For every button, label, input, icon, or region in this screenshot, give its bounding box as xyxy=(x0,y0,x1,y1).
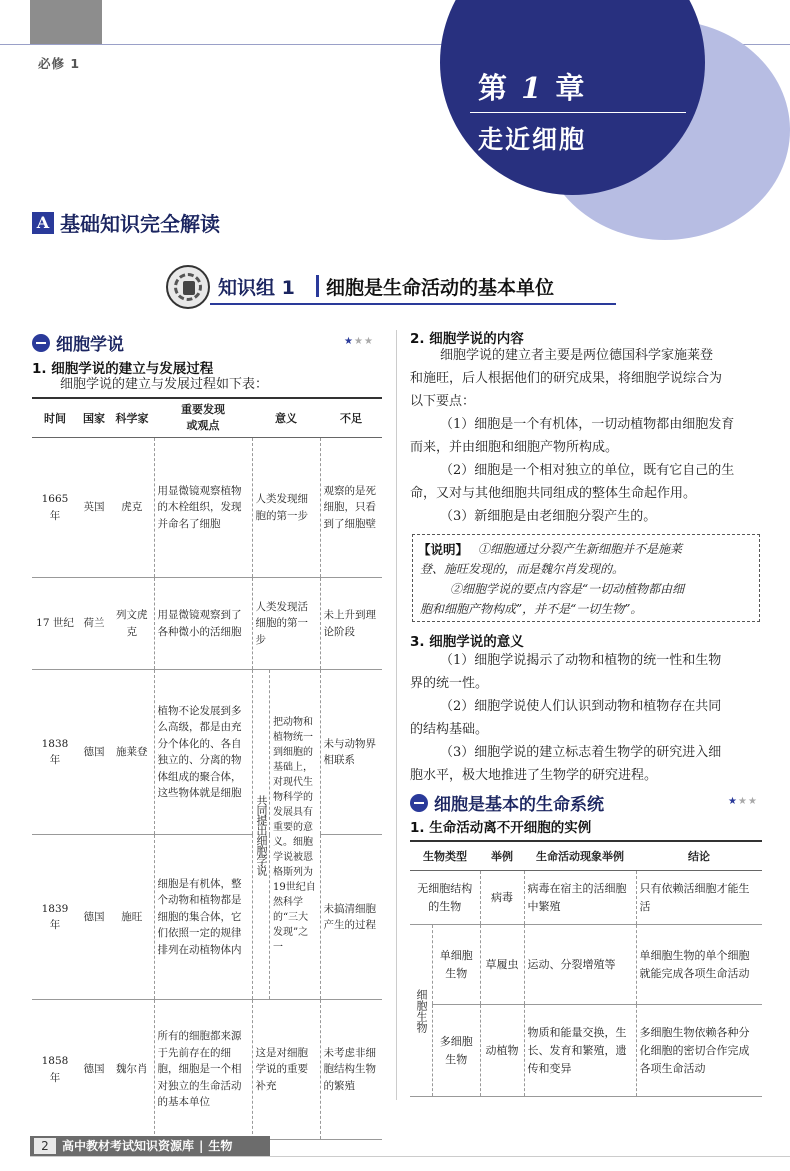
page-number: 2 xyxy=(34,1138,56,1154)
table-header: 国家 xyxy=(78,398,110,438)
star-icon: ★ xyxy=(344,336,354,347)
minus-circle-icon xyxy=(410,794,428,812)
note-text: ①细胞通过分裂产生新细胞并不是施莱 xyxy=(478,542,683,556)
paragraph: 命，又对与其他细胞共同组成的整体生命起作用。 xyxy=(410,486,697,501)
paragraph: （1）细胞学说揭示了动物和植物的统一性和生物 xyxy=(440,653,722,668)
knowledge-group-separator xyxy=(316,275,319,297)
life-activity-table xyxy=(410,840,762,1097)
footer-series: 高中教材考试知识资源库 | 生物 xyxy=(62,1139,233,1153)
table-header: 意义 xyxy=(252,398,320,438)
gear-hand-icon xyxy=(166,265,210,309)
table-row: 1665 年 英国 虎克 用显微镜观察植物的木栓组织，发现并命名了细胞 人类发现细胞的第一步 观察的是死细胞，只看到了细胞壁 xyxy=(32,438,382,578)
life-system-heading: 细胞是基本的生命系统 xyxy=(410,790,604,815)
subheading: 3. 细胞学说的意义 xyxy=(410,634,524,650)
difficulty-stars xyxy=(728,796,758,807)
knowledge-group-label: 知识组 1 xyxy=(218,277,295,299)
paragraph: （1）细胞是一个有机体，一切动植物都由细胞发育 xyxy=(440,417,735,432)
table-header: 生物类型 xyxy=(410,841,480,871)
paragraph: 细胞学说的建立与发展过程如下表： xyxy=(60,377,269,392)
table-row: 17 世纪 荷兰 列文虎克 用显微镜观察到了各种微小的活细胞 人类发现活细胞的第一步 未上升到理论阶段 xyxy=(32,578,382,670)
subheading: 1. 细胞学说的建立与发展过程 xyxy=(32,361,214,377)
note-text: 登、施旺发现的，而是魏尔肖发现的。 xyxy=(420,562,625,576)
knowledge-group-underline xyxy=(210,303,616,305)
paragraph: （2）细胞学说使人们认识到动物和植物存在共同 xyxy=(440,699,722,714)
minus-circle-icon xyxy=(32,334,50,352)
chapter-divider xyxy=(470,112,686,113)
table-row: 1858 年 德国 魏尔肖 所有的细胞都来源于先前存在的细胞，细胞是一个相对独立的生命活动的基本单位 这是对细胞学说的重要补充 未考虑非细胞结构生物的繁殖 xyxy=(32,1000,382,1140)
table-row: 无细胞结构的生物 病毒 病毒在宿主的活细胞中繁殖 只有依赖活细胞才能生活 xyxy=(410,871,762,925)
footer-rule xyxy=(30,1156,790,1157)
paragraph: （2）细胞是一个相对独立的单位，既有它自己的生 xyxy=(440,463,735,478)
history-table xyxy=(32,397,382,1140)
difficulty-stars xyxy=(344,336,374,347)
note-text: ②细胞学说的要点内容是“一切动植物都由细 xyxy=(450,582,685,596)
cell-organism-label: 细胞生物 xyxy=(410,925,433,1097)
table-row: 细胞生物 单细胞生物 草履虫 运动、分裂增殖等 单细胞生物的单个细胞就能完成各项生命活动 xyxy=(410,925,762,1005)
star-icon: ★ xyxy=(747,796,758,807)
chapter-number: 第 1 章 xyxy=(478,71,587,105)
paragraph: 胞水平，极大地推进了生物学的研究进程。 xyxy=(410,768,658,783)
cell-theory-heading: 细胞学说 xyxy=(32,330,124,355)
section-a-badge: A xyxy=(32,212,54,234)
subheading: 2. 细胞学说的内容 xyxy=(410,331,524,347)
paragraph: （3）细胞学说的建立标志着生物学的研究进入细 xyxy=(440,745,722,760)
paragraph: 和施旺，后人根据他们的研究成果，将细胞学说综合为 xyxy=(410,371,723,386)
star-icon: ★ xyxy=(353,336,364,347)
chapter-title: 走近细胞 xyxy=(478,125,587,154)
subheading: 1. 生命活动离不开细胞的实例 xyxy=(410,820,592,836)
note-tag: 【说明】 xyxy=(418,542,469,557)
table-row: 1839 年 德国 施旺 细胞是有机体，整个动物和植物都是细胞的集合体，它们依照一定的规律排列在动植物体内 未搞清细胞产生的过程 xyxy=(32,835,382,1000)
paragraph: 以下要点： xyxy=(410,394,476,409)
table-header: 举例 xyxy=(480,841,524,871)
paragraph: （3）新细胞是由老细胞分裂产生的。 xyxy=(440,509,657,524)
note-text: 胞和细胞产物构成”，并不是“一切生物”。 xyxy=(420,602,643,616)
paragraph: 细胞学说的建立者主要是两位德国科学家施莱登 xyxy=(440,348,714,363)
book-label: 必修 1 xyxy=(38,56,81,71)
knowledge-group-banner xyxy=(166,265,618,309)
star-icon: ★ xyxy=(363,336,374,347)
star-icon: ★ xyxy=(728,796,738,807)
paragraph: 界的统一性。 xyxy=(410,676,489,691)
section-a-title: 基础知识完全解读 xyxy=(60,212,220,236)
column-divider xyxy=(396,330,397,1100)
table-header: 时间 xyxy=(32,398,78,438)
paragraph: 的结构基础。 xyxy=(410,722,489,737)
table-header: 科学家 xyxy=(110,398,154,438)
table-header: 结论 xyxy=(636,841,762,871)
knowledge-group-title: 细胞是生命活动的基本单位 xyxy=(326,277,555,299)
table-header: 重要发现 或观点 xyxy=(154,398,252,438)
table-header: 不足 xyxy=(320,398,382,438)
corner-tab xyxy=(30,0,102,44)
joint-proposal-label: 共同提出细胞学说 xyxy=(252,670,270,1000)
table-row: 1838 年 德国 施莱登 植物不论发展到多么高级，都是由充分个体化的、各自独立的、分离的物体组成的聚合体，这些物体就是细胞 共同提出细胞学说 把动物和植物统一到细胞的基础上，对现代生物科学的发展具有重要的意义。细胞学说被恩格斯列为19世纪自然科学的“三大发现”之一 未与动物界相联系 xyxy=(32,670,382,835)
star-icon: ★ xyxy=(737,796,748,807)
table-row: 多细胞生物 动植物 物质和能量交换，生长、发育和繁殖，遗传和变异 多细胞生物依赖各种分化细胞的密切合作完成各项生命活动 xyxy=(410,1005,762,1097)
paragraph: 而来，并由细胞和细胞产物所构成。 xyxy=(410,440,619,455)
table-header: 生命活动现象举例 xyxy=(524,841,636,871)
section-a-heading xyxy=(32,208,220,237)
